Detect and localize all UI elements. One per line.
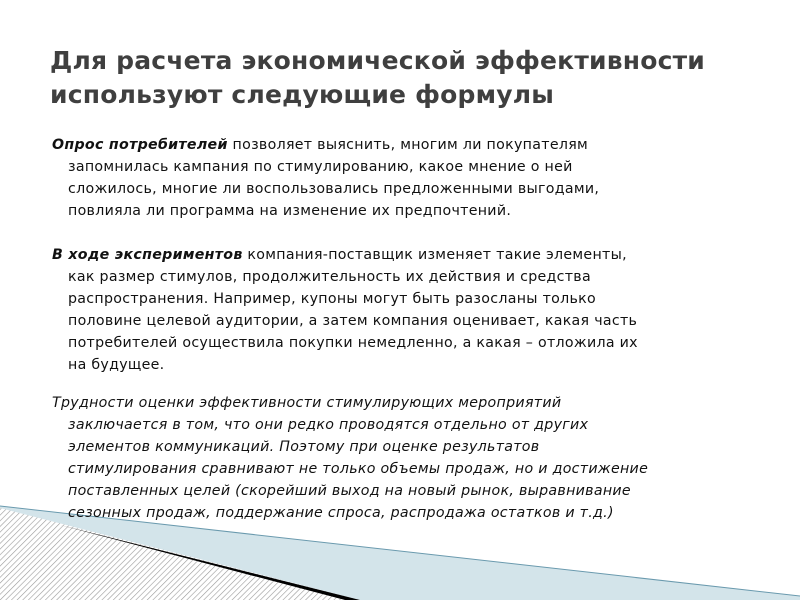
- title-line: используют следующие формулы: [50, 80, 555, 109]
- text-line: половине целевой аудитории, а затем компания оценивает, какая часть: [68, 313, 638, 329]
- text-line: повлияла ли программа на изменение их предпочтений.: [68, 203, 512, 219]
- text-line: распространения. Например, купоны могут быть разосланы только: [68, 291, 597, 307]
- text-line: потребителей осуществила покупки немедленно, а какая – отложила их: [68, 335, 638, 351]
- text-line: сезонных продаж, поддержание спроса, распродажа остатков и т.д.): [68, 505, 614, 521]
- paragraph-difficulties: [52, 392, 648, 524]
- text-line: стимулирования сравнивают не только объемы продаж, но и достижение: [68, 461, 649, 477]
- text-line: заключается в том, что они редко проводятся отдельно от других: [68, 417, 589, 433]
- paragraph-survey: [52, 134, 599, 222]
- lead-term: Опрос потребителей: [52, 137, 228, 153]
- lead-term: В ходе экспериментов: [52, 247, 243, 263]
- title-line: Для расчета экономической эффективности: [50, 46, 706, 75]
- text-line: поставленных целей (скорейший выход на новый рынок, выравнивание: [68, 483, 631, 499]
- text-line: компания-поставщик изменяет такие элементы,: [242, 247, 627, 263]
- text-line: на будущее.: [68, 357, 165, 373]
- text-line: запомнилась кампания по стимулированию, какое мнение о ней: [68, 159, 573, 175]
- text-line: Трудности оценки эффективности стимулирующих мероприятий: [52, 395, 562, 411]
- text-line: как размер стимулов, продолжительность их действия и средства: [68, 269, 591, 285]
- text-line: элементов коммуникаций. Поэтому при оценке результатов: [68, 439, 540, 455]
- paragraph-experiments: [52, 244, 638, 376]
- text-line: сложилось, многие ли воспользовались предложенными выгодами,: [68, 181, 600, 197]
- text-line: позволяет выяснить, многим ли покупателям: [227, 137, 589, 153]
- slide-title: [50, 44, 705, 112]
